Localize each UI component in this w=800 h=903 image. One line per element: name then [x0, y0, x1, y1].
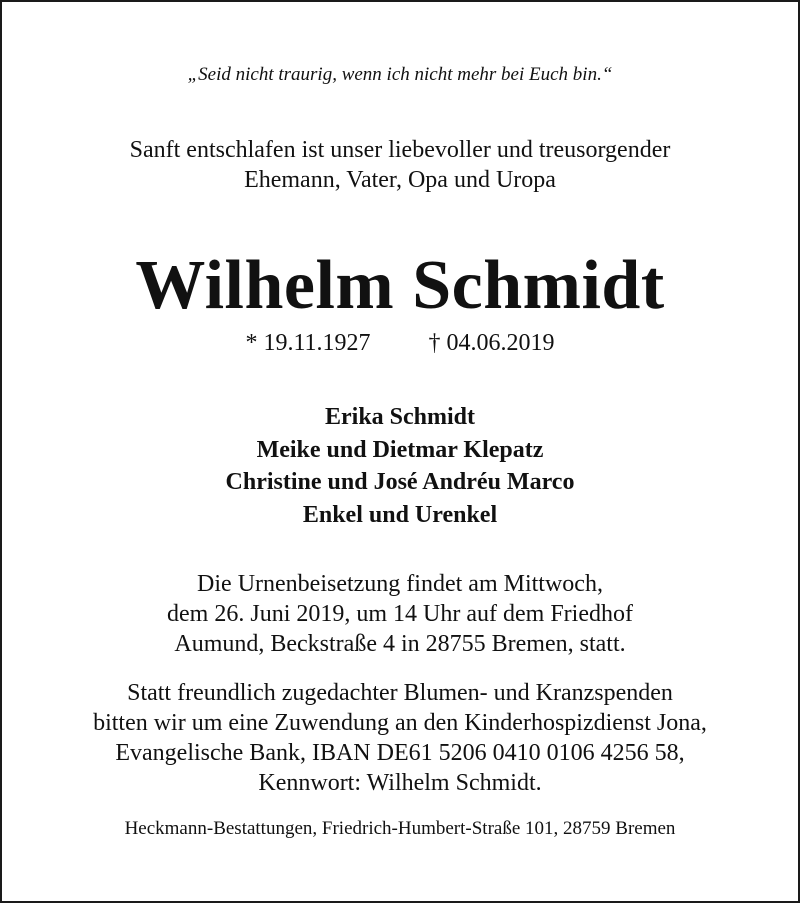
- burial-line: dem 26. Juni 2019, um 14 Uhr auf dem Friedhof: [167, 601, 633, 627]
- mourner-name: Christine und José Andréu Marco: [225, 469, 575, 495]
- intro-line: Ehemann, Vater, Opa und Uropa: [244, 167, 556, 193]
- undertaker-address: Heckmann-Bestattungen, Friedrich-Humbert-Straße 101, 28759 Bremen: [124, 818, 676, 839]
- burial-details: [2, 569, 798, 659]
- mourner-name: Meike und Dietmar Klepatz: [256, 436, 544, 463]
- donation-line: Kennwort: Wilhelm Schmidt.: [258, 770, 542, 796]
- mourner-name: Erika Schmidt: [324, 404, 476, 430]
- donation-line: Statt freundlich zugedachter Blumen- und Kranzspenden: [127, 680, 673, 706]
- donation-request: [2, 678, 798, 798]
- donation-line: bitten wir um eine Zuwendung an den Kinderhospizdienst Jona,: [93, 710, 707, 736]
- burial-line: Aumund, Beckstraße 4 in 28755 Bremen, statt.: [174, 631, 626, 657]
- mourner-name: Enkel und Urenkel: [302, 501, 498, 528]
- intro-line: Sanft entschlafen ist unser liebevoller und treusorgender: [129, 137, 671, 163]
- memorial-quote: „Seid nicht traurig, wenn ich nicht mehr bei Euch bin.“: [187, 64, 613, 85]
- burial-line: Die Urnenbeisetzung findet am Mittwoch,: [197, 571, 603, 597]
- death-date: † 04.06.2019: [428, 330, 555, 356]
- deceased-name: Wilhelm Schmidt: [135, 247, 665, 324]
- donation-line: Evangelische Bank, IBAN DE61 5206 0410 0106 4256 58,: [115, 740, 685, 766]
- intro-text: [2, 135, 798, 195]
- life-dates: [2, 328, 798, 358]
- mourners-list: [2, 401, 798, 531]
- birth-date: * 19.11.1927: [245, 330, 371, 356]
